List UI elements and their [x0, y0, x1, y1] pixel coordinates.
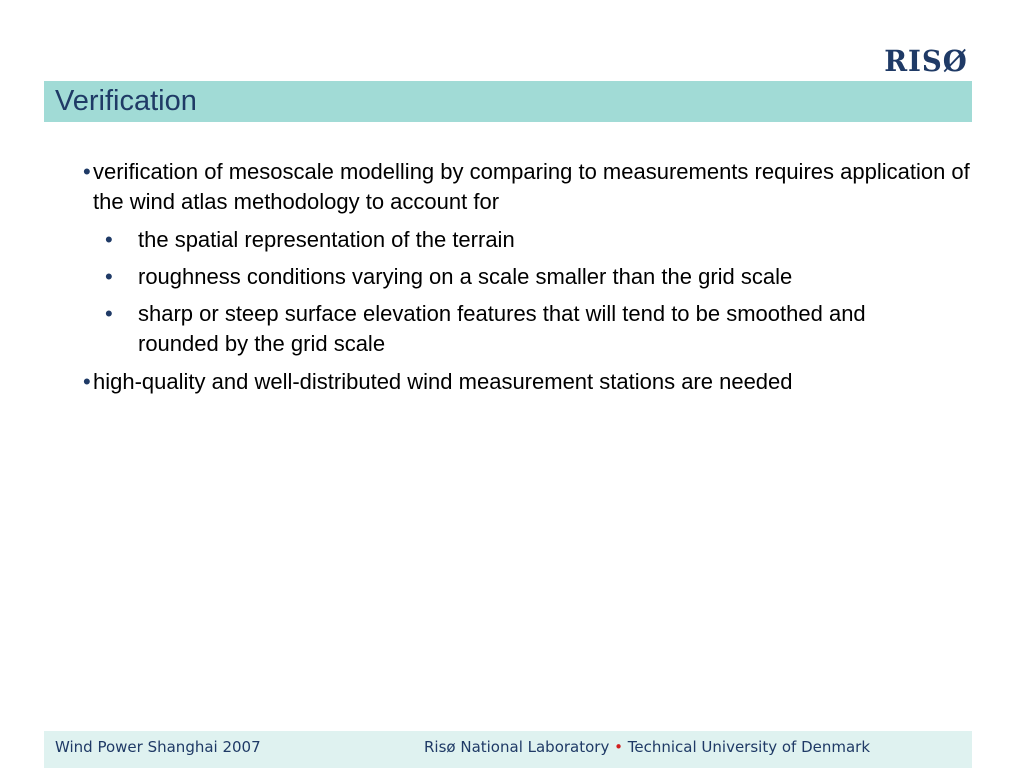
bullet-dot-icon: • [83, 159, 91, 184]
sub-bullet-item [105, 299, 948, 359]
bullet-dot-icon: • [105, 264, 113, 289]
sub-bullet-item [105, 262, 958, 292]
bullet-text: sharp or steep surface elevation features that will tend to be smoothed and rounded by the grid scale [138, 301, 866, 356]
footer-institution [424, 738, 870, 756]
bullet-item [83, 367, 973, 397]
footer-event: Wind Power Shanghai 2007 [55, 738, 261, 756]
bullet-text: roughness conditions varying on a scale smaller than the grid scale [138, 264, 793, 289]
bullet-text: high-quality and well-distributed wind measurement stations are needed [93, 369, 793, 394]
title-bar [44, 81, 972, 122]
bullet-dot-icon: • [105, 227, 113, 252]
footer-bar [44, 731, 972, 768]
bullet-dot-icon: • [105, 301, 113, 326]
footer-university: Technical University of Denmark [627, 738, 871, 756]
riso-logo: RISØ [884, 44, 968, 78]
bullet-dot-icon: • [83, 369, 91, 394]
footer-separator: • [614, 738, 623, 756]
sub-bullet-item [105, 225, 958, 255]
bullet-item [83, 157, 973, 217]
bullet-text: verification of mesoscale modelling by comparing to measurements requires application of the wind atlas methodology to account for [93, 159, 970, 214]
bullet-text: the spatial representation of the terrain [138, 227, 515, 252]
slide-title: Verification [55, 85, 197, 117]
footer-lab: Risø National Laboratory [424, 738, 610, 756]
